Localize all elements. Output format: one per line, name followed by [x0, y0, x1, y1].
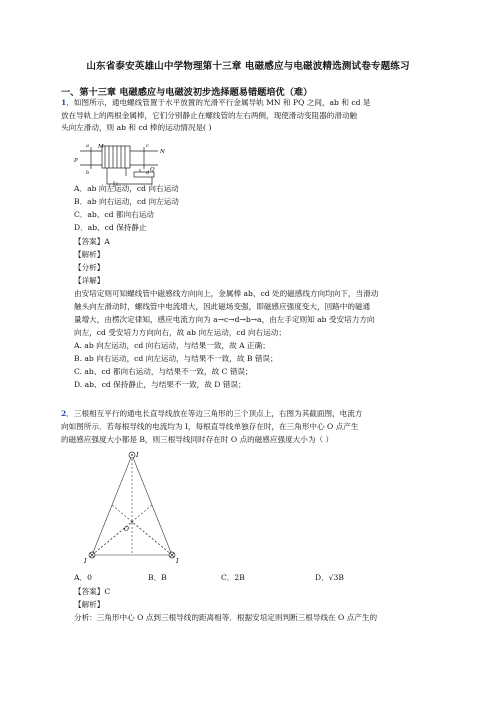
q2-option-a: A．0	[74, 573, 92, 582]
q1-detail-label: 【详解】	[74, 276, 105, 285]
q1-line-3: 头向左滑动，则 ab 和 cd 棒的运动情况是( )	[61, 123, 212, 132]
q2-analysis-label: 【解析】	[74, 600, 105, 609]
q2-option-c: C．2B	[221, 573, 245, 582]
q1-line-2: 放在导轨上的两根金属棒，它们分别静止在螺线管的左右两侧，现使滑动变阻器的滑动触	[61, 111, 358, 120]
q2-label-center: O	[124, 526, 129, 533]
q1-label-d: d	[146, 170, 150, 176]
q1-option-c: C．ab、cd 都向右运动	[74, 210, 154, 219]
q2-line-3: 的磁感应强度大小都是 B，则三根导线同时存在时 O 点的磁感应强度大小为（ ）	[61, 435, 334, 444]
q1-detail-line: A. ab 向左运动，cd 向右运动，与结果一致，故 A 正确；	[74, 341, 270, 350]
q1-label-Q: Q	[150, 167, 155, 173]
q1-analysis-sub-label: 【分析】	[74, 263, 105, 272]
q1-analysis-label: 【解析】	[74, 250, 105, 259]
q2-number: 2．	[61, 409, 74, 418]
q1-detail-line: B. ab 向右运动，cd 向左运动，与结果不一致，故 B 错误；	[74, 354, 278, 363]
q2-analysis-line: 分析：三角形中心 O 点到三根导线的距离相等．根据安培定则判断三根导线在 O 点产生的	[74, 613, 378, 622]
q1-label-P: P	[74, 158, 78, 164]
q1-label-c: c	[146, 143, 149, 149]
q2-label-right: I	[176, 557, 179, 565]
q1-option-a: A．ab 向左运动，cd 向右运动	[74, 184, 179, 193]
q2-figure	[80, 447, 190, 567]
q1-line-1: 1．如图所示，通电螺线管置于水平放置的光滑平行金属导轨 MN 和 PQ 之间，ab 和 cd 是	[61, 98, 371, 107]
q2-label-top: I	[136, 451, 139, 459]
q2-line-1: 2．三根相互平行的通电长直导线放在等边三角形的三个顶点上，右图为其截面图，电流方	[61, 409, 363, 418]
q2-answer: 【答案】C	[74, 587, 111, 596]
q1-number: 1．	[61, 98, 74, 107]
q2-line-2: 向如图所示．若每根导线的电流均为 I，每根直导线单独存在时，在三角形中心 O 点产生	[61, 422, 359, 431]
q1-detail-line: 触头向左滑动时，螺线管中电流增大，因此磁场变强，即磁感应强度变大，回路中的磁通	[74, 302, 371, 311]
section-heading: 一、第十三章 电磁感应与电磁波初步选择题易错题培优（难）	[61, 87, 313, 98]
q1-detail-line: C. ab、cd 都向右运动，与结果不一致，故 C 错误；	[74, 367, 253, 376]
q1-figure	[74, 138, 166, 188]
q1-detail-line: 由安培定则可知螺线管中磁感线方向向上，金属棒 ab、cd 处的磁感线方向均向下，当滑动	[74, 289, 379, 298]
document-title: 山东省泰安英雄山中学物理第十三章 电磁感应与电磁波精选测试卷专题练习	[86, 61, 410, 72]
q1-option-b: B．ab 向右运动，cd 向左运动	[74, 197, 179, 206]
q2-label-left: I	[84, 557, 87, 565]
q1-detail-line: D. ab、cd 保持静止，与结果不一致，故 D 错误；	[74, 380, 246, 389]
q1-label-N: N	[160, 149, 165, 155]
q2-option-d: D．√3B	[315, 573, 344, 582]
q1-label-M: M	[98, 144, 104, 150]
q1-option-d: D．ab、cd 保持静止	[74, 223, 147, 232]
q1-detail-line: 量增大，由楞次定律知，感应电流方向为 a→c→d→b→a，由左手定则知 ab 受安培力方向	[74, 315, 375, 324]
q1-answer: 【答案】A	[74, 237, 110, 246]
q1-label-b: b	[86, 170, 90, 176]
q1-detail-line: 向左，cd 受安培力方向向右，故 ab 向左运动，cd 向右运动；	[74, 328, 286, 337]
q1-label-a: a	[86, 143, 89, 149]
q2-option-b: B．B	[148, 573, 167, 582]
